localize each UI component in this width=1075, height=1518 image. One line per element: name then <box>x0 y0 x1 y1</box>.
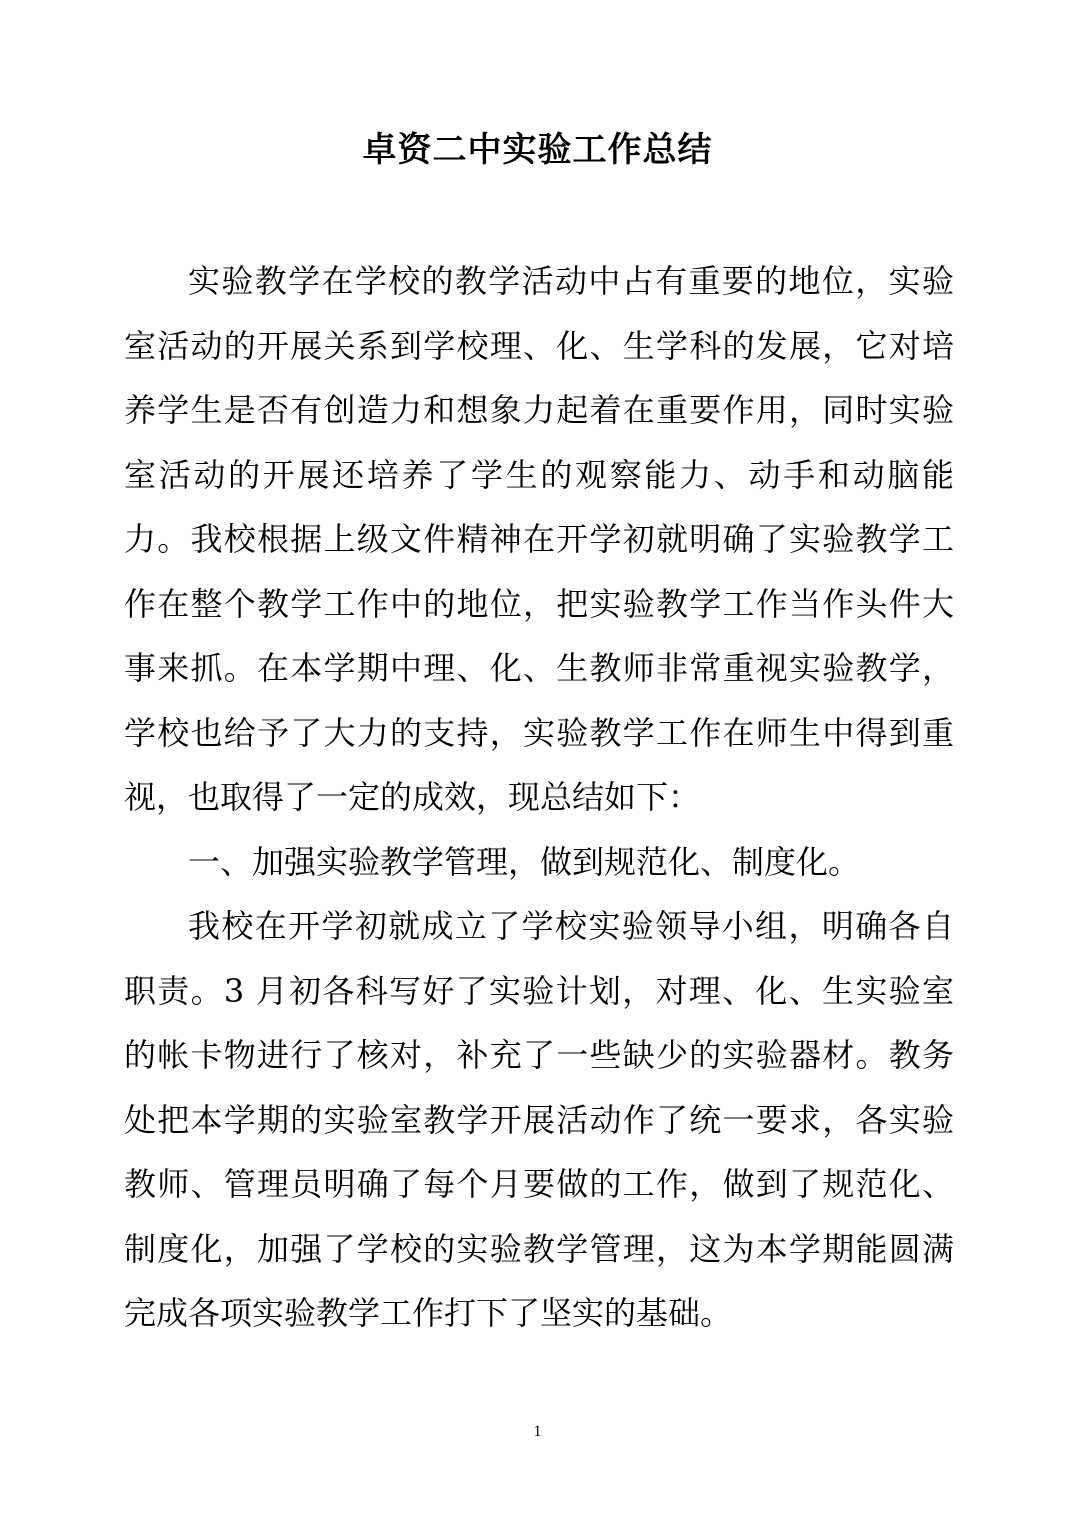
document-body <box>124 249 954 1346</box>
paragraph-intro: 实验教学在学校的教学活动中占有重要的地位，实验室活动的开展关系到学校理、化、生学科的发展，它对培养学生是否有创造力和想象力起着在重要作用，同时实验室活动的开展还培养了学生的观察能力、动手和动脑能力。我校根据上级文件精神在开学初就明确了实验教学工作在整个教学工作中的地位，把实验教学工作当作头件大事来抓。在本学期中理、化、生教师非常重视实验教学，学校也给予了大力的支持，实验教学工作在师生中得到重视，也取得了一定的成效，现总结如下： <box>124 262 954 816</box>
page-number: 1 <box>533 1423 542 1440</box>
document-title: 卓资二中实验工作总结 <box>362 130 713 170</box>
paragraph-section-1: 我校在开学初就成立了学校实验领导小组，明确各自职责。3 月初各科写好了实验计划，对理、化、生实验室的帐卡物进行了核对，补充了一些缺少的实验器材。教务处把本学期的实验室教学开展活动作了统一要求，各实验教师、管理员明确了每个月要做的工作，做到了规范化、制度化，加强了学校的实验教学管理，这为本学期能圆满完成各项实验教学工作打下了坚实的基础。 <box>124 907 954 1332</box>
section-heading-1: 一、加强实验教学管理，做到规范化、制度化。 <box>188 842 861 881</box>
